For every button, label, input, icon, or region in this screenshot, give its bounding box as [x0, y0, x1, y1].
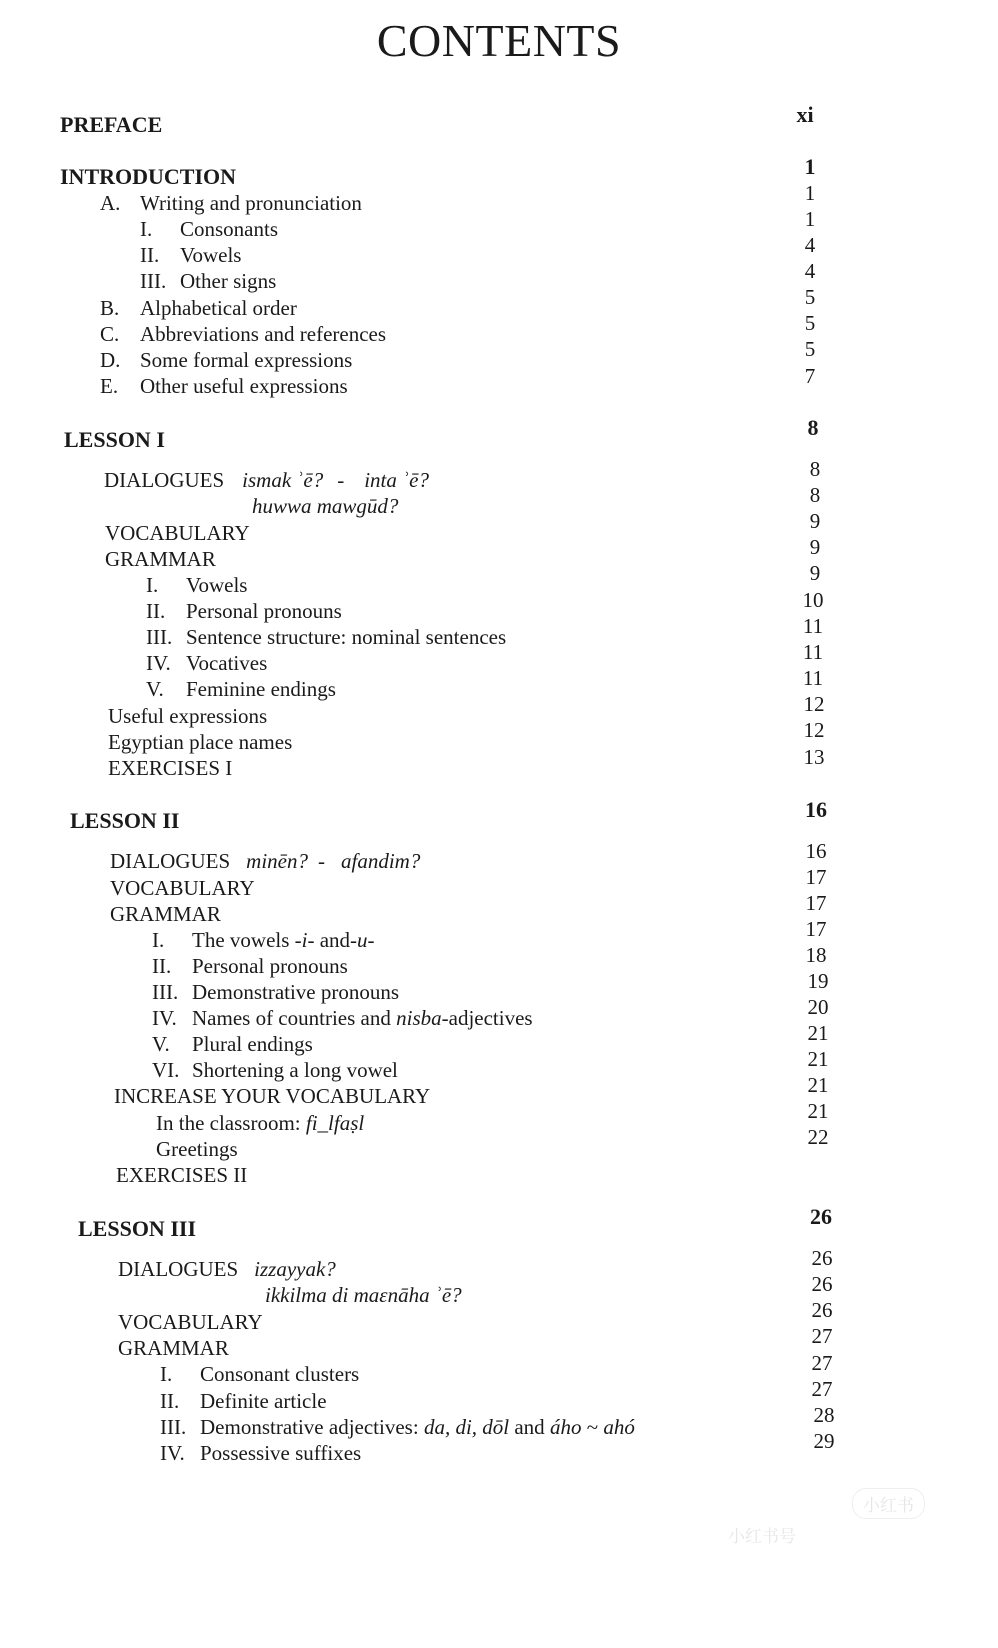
toc-page: 29: [813, 1429, 835, 1453]
dialogues-entry: DIALOGUES ismak ʾē? - inta ʾē?: [104, 468, 429, 492]
toc-entry: I. Consonant clusters: [160, 1362, 360, 1386]
lesson-2-heading: LESSON II: [70, 808, 180, 833]
toc-entry: IV. Vocatives: [146, 651, 268, 675]
toc-page: 4: [804, 259, 816, 283]
toc-entry: II. Definite article: [160, 1389, 327, 1413]
toc-page: 1: [804, 207, 816, 231]
toc-page: 17: [805, 891, 827, 915]
toc-page: 19: [807, 969, 829, 993]
toc-entry: IV. Possessive suffixes: [160, 1441, 362, 1465]
toc-entry: C. Abbreviations and references: [100, 322, 387, 346]
toc-entry: INCREASE YOUR VOCABULARY: [114, 1084, 431, 1108]
toc-entry: II. Personal pronouns: [152, 954, 348, 978]
toc-page: 27: [811, 1377, 833, 1401]
toc-page: 17: [805, 917, 827, 941]
toc-page: 5: [804, 311, 816, 335]
dialogues-entry: DIALOGUES izzayyak?: [118, 1257, 336, 1281]
toc-entry: III. Sentence structure: nominal sentences: [146, 625, 507, 649]
toc-entry: V. Feminine endings: [146, 677, 336, 701]
toc-page: 26: [811, 1272, 833, 1296]
introduction-page: 1: [804, 154, 816, 179]
toc-entry: I. Consonants: [140, 217, 279, 241]
dialogues-entry: DIALOGUES minēn? - afandim?: [110, 849, 421, 873]
toc-page: 7: [804, 364, 816, 388]
toc-entry: B. Alphabetical order: [100, 296, 297, 320]
toc-entry: III. Demonstrative adjectives: da, di, dōl and áho ~ ahó: [160, 1415, 635, 1439]
toc-entry: Egyptian place names: [108, 730, 293, 754]
lesson-2-page: 16: [805, 797, 827, 822]
toc-entry: I. Vowels: [146, 573, 248, 597]
toc-page: 11: [802, 640, 824, 664]
preface-page: xi: [796, 102, 814, 127]
toc-entry: E. Other useful expressions: [100, 374, 348, 398]
toc-page: 28: [813, 1403, 835, 1427]
lesson-1-heading: LESSON I: [64, 427, 165, 452]
toc-entry: Greetings: [156, 1137, 238, 1161]
toc-page: 9: [809, 509, 821, 533]
toc-entry: II. Personal pronouns: [146, 599, 342, 623]
toc-page: 27: [811, 1324, 833, 1348]
toc-entry: V. Plural endings: [152, 1032, 313, 1056]
toc-entry: Useful expressions: [108, 704, 268, 728]
toc-page: 1: [804, 181, 816, 205]
toc-entry: EXERCISES I: [108, 756, 233, 780]
toc-page: 21: [807, 1073, 829, 1097]
toc-entry: VOCABULARY: [118, 1310, 263, 1334]
toc-page: 9: [809, 561, 821, 585]
toc-page: 20: [807, 995, 829, 1019]
toc-entry: III. Other signs: [140, 269, 277, 293]
toc-page: 21: [807, 1047, 829, 1071]
toc-page: 22: [807, 1125, 829, 1149]
toc-page: 26: [811, 1298, 833, 1322]
toc-entry: VOCABULARY: [110, 876, 255, 900]
toc-page: 8: [809, 483, 821, 507]
toc-page: 10: [802, 588, 824, 612]
watermark-badge: 小红书: [852, 1488, 925, 1519]
toc-entry: VOCABULARY: [105, 521, 250, 545]
toc-entry: GRAMMAR: [105, 547, 216, 571]
page-title: CONTENTS: [376, 15, 622, 66]
toc-page: 11: [802, 614, 824, 638]
toc-page: 21: [807, 1099, 829, 1123]
toc-page: 5: [804, 337, 816, 361]
lesson-3-heading: LESSON III: [78, 1216, 197, 1241]
toc-entry: III. Demonstrative pronouns: [152, 980, 400, 1004]
toc-page: 13: [803, 745, 825, 769]
toc-page: 26: [811, 1246, 833, 1270]
toc-page: 16: [805, 839, 827, 863]
toc-page: 17: [805, 865, 827, 889]
toc-entry: II. Vowels: [140, 243, 242, 267]
toc-page: 4: [804, 233, 816, 257]
toc-page: 18: [805, 943, 827, 967]
toc-entry: IV. Names of countries and nisba-adjectives: [152, 1006, 533, 1030]
toc-page: 11: [802, 666, 824, 690]
toc-entry: In the classroom: fi_lfaṣl: [156, 1111, 365, 1135]
toc-page: 5: [804, 285, 816, 309]
lesson-3-page: 26: [810, 1204, 832, 1229]
toc-entry: GRAMMAR: [110, 902, 221, 926]
toc-entry: A. Writing and pronunciation: [100, 191, 362, 215]
toc-entry: GRAMMAR: [118, 1336, 229, 1360]
preface-heading: PREFACE: [60, 112, 163, 137]
toc-entry: I. The vowels -i- and-u-: [152, 928, 375, 952]
toc-page: 12: [803, 718, 825, 742]
toc-page: 9: [809, 535, 821, 559]
lesson-1-page: 8: [807, 415, 819, 440]
watermark-text: 小红书号: [728, 1527, 796, 1547]
toc-page: 12: [803, 692, 825, 716]
toc-entry: EXERCISES II: [116, 1163, 248, 1187]
dialogue-title: ikkilma di maɛnāha ʾē?: [265, 1283, 462, 1307]
toc-entry: D. Some formal expressions: [100, 348, 353, 372]
dialogue-title: huwwa mawgūd?: [252, 494, 399, 518]
toc-page: 27: [811, 1351, 833, 1375]
toc-page: 8: [809, 457, 821, 481]
introduction-heading: INTRODUCTION: [60, 164, 237, 189]
toc-entry: VI. Shortening a long vowel: [152, 1058, 398, 1082]
toc-page: 21: [807, 1021, 829, 1045]
